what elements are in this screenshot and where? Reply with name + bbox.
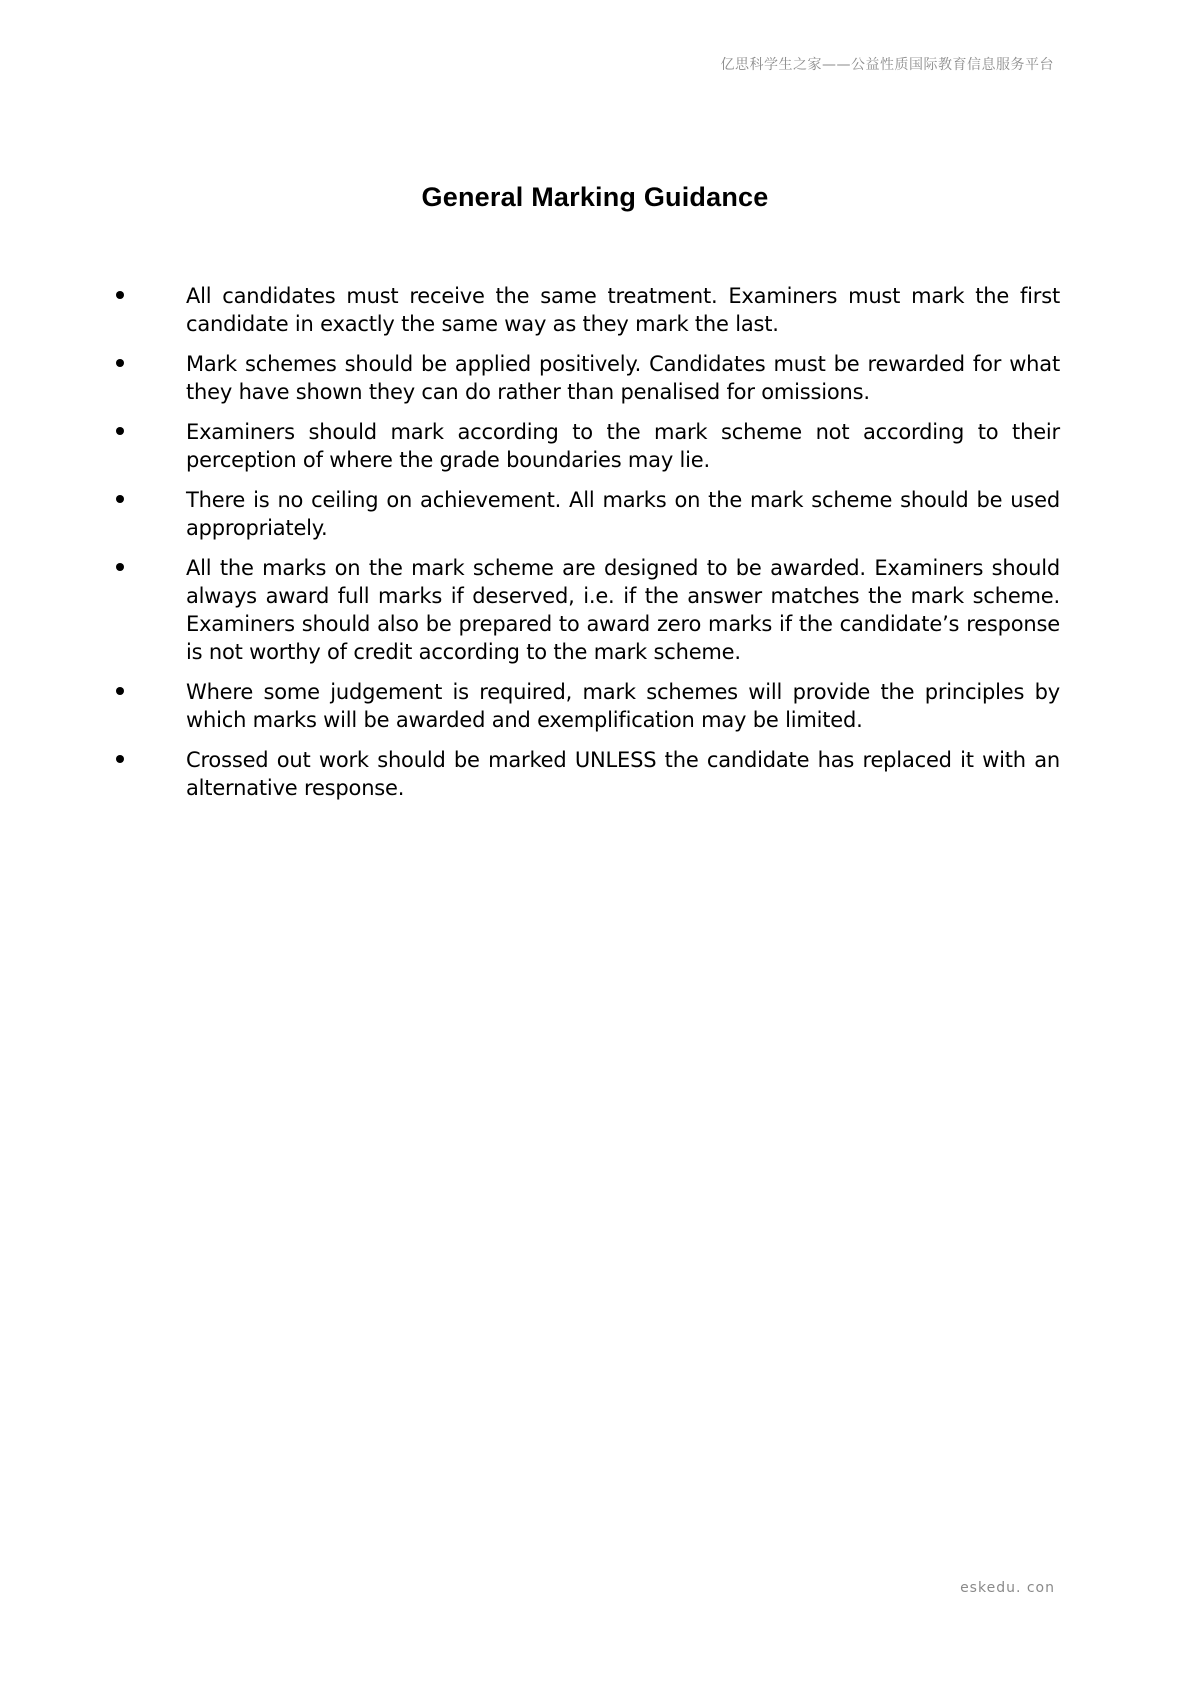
list-item-text: Mark schemes should be applied positively. Candidates must be rewarded for what they have shown they can do rather than penalised for omissions. xyxy=(186,352,1060,404)
footer-watermark-text: eskedu. con xyxy=(960,1580,1055,1596)
list-item-text: There is no ceiling on achievement. All marks on the mark scheme should be used appropriately. xyxy=(186,488,1060,540)
list-item-text: All the marks on the mark scheme are designed to be awarded. Examiners should always award full marks if deserved, i.e. if the answer matches the mark scheme. Examiners should also be prepared to award zero marks if the candidate’s response is not worthy of credit according to the mark scheme. xyxy=(186,556,1060,664)
list-item xyxy=(0,418,1190,474)
list-item xyxy=(0,350,1190,406)
list-item-text: All candidates must receive the same treatment. Examiners must mark the first candidate in exactly the same way as they mark the last. xyxy=(186,284,1060,336)
bullet-icon xyxy=(116,755,124,763)
bullet-icon xyxy=(116,427,124,435)
list-item xyxy=(0,282,1190,338)
bullet-icon xyxy=(116,687,124,695)
page-title: General Marking Guidance xyxy=(421,182,769,212)
list-item-text: Examiners should mark according to the mark scheme not according to their perception of where the grade boundaries may lie. xyxy=(186,420,1060,472)
list-item-text: Crossed out work should be marked UNLESS the candidate has replaced it with an alternative response. xyxy=(186,748,1060,800)
bullet-icon xyxy=(116,495,124,503)
list-item-text: Where some judgement is required, mark schemes will provide the principles by which marks will be awarded and exemplification may be limited. xyxy=(186,680,1060,732)
bullet-icon xyxy=(116,563,124,571)
bullet-icon xyxy=(116,359,124,367)
list-item xyxy=(0,554,1190,666)
guidance-list xyxy=(0,282,1190,814)
header-watermark-text: 亿思科学生之家——公益性质国际教育信息服务平台 xyxy=(720,57,1054,73)
list-item xyxy=(0,678,1190,734)
list-item xyxy=(0,746,1190,802)
list-item xyxy=(0,486,1190,542)
bullet-icon xyxy=(116,291,124,299)
